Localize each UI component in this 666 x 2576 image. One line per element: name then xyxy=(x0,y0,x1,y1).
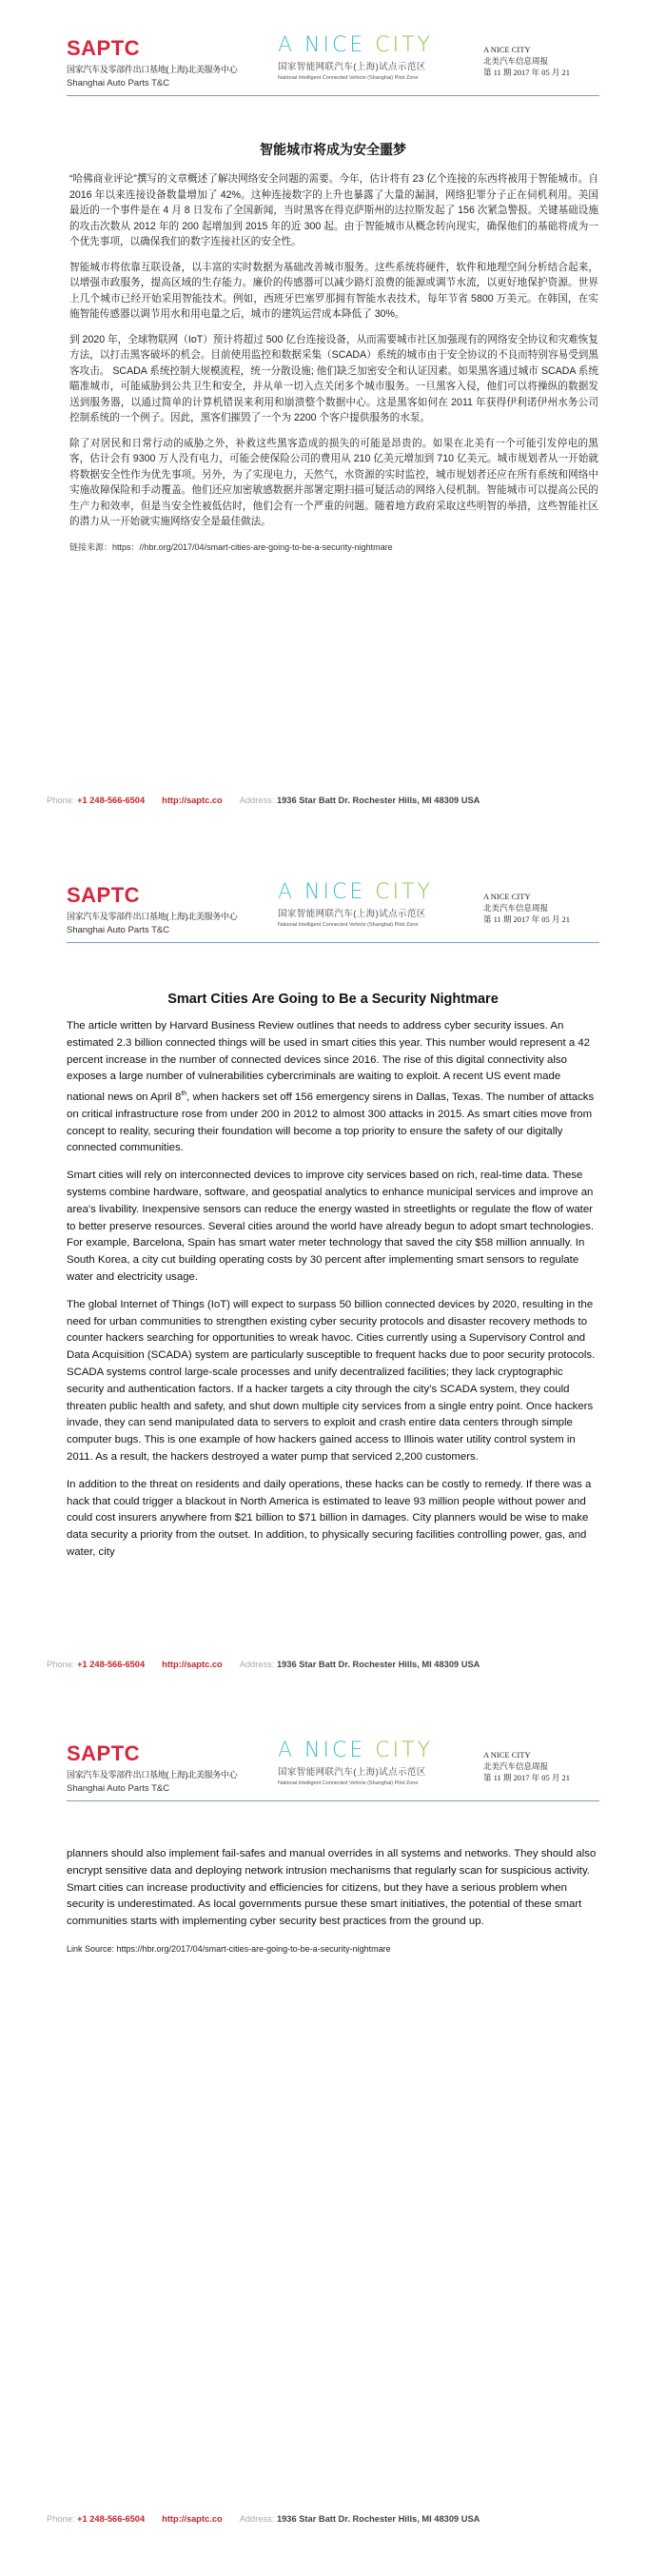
issue-publication: A NICE CITY xyxy=(483,892,531,901)
link-source-cn[interactable]: 链接来源：https：//hbr.org/2017/04/smart-cities-are-going-to-be-a-security-nightmare xyxy=(69,541,393,552)
nice-city-logo xyxy=(278,1740,478,1762)
issue-publication: A NICE CITY xyxy=(483,1750,531,1760)
saptc-chinese-name: 国家汽车及零部件出口基地(上海)北美服务中心 xyxy=(67,65,238,74)
phone-number[interactable]: +1 248-566-6504 xyxy=(77,796,146,805)
pilot-zone-english-name: National Intelligent Connected Vehicle (Shanghai) Pilot Zone xyxy=(278,922,419,928)
article-body-en xyxy=(67,1018,601,1572)
article-body-cn xyxy=(69,171,598,555)
issue-newsletter-name: 北美汽车信息周报 xyxy=(483,56,549,66)
website-link[interactable]: http://saptc.co xyxy=(162,1660,223,1669)
phone-label: Phone: xyxy=(47,2514,78,2524)
pilot-zone-chinese-name: 国家智能网联汽车(上海)试点示范区 xyxy=(278,909,426,919)
page-footer xyxy=(47,1660,617,1669)
saptc-branding xyxy=(67,38,266,88)
issue-number-date: 第 11 期 2017 年 05 月 21 xyxy=(483,914,571,924)
logo-a: A xyxy=(278,33,305,57)
pilot-zone-chinese-name: 国家智能网联汽车(上海)试点示范区 xyxy=(278,62,426,72)
saptc-chinese-name: 国家汽车及零部件出口基地(上海)北美服务中心 xyxy=(67,912,238,921)
pilot-zone-english-name: National Intelligent Connected Vehicle (Shanghai) Pilot Zone xyxy=(278,1780,419,1786)
saptc-english-name: Shanghai Auto Parts T&C xyxy=(67,78,170,88)
page-header xyxy=(67,1739,599,1801)
address-label: Address: xyxy=(239,796,277,805)
phone-number[interactable]: +1 248-566-6504 xyxy=(77,2514,146,2524)
page-footer xyxy=(47,2514,617,2524)
issue-publication: A NICE CITY xyxy=(483,45,531,54)
paragraph-en-1: The article written by Harvard Business Review outlines that needs to address cyber security issues. An estimated 2.3 billion connected things will be used in smart cities this year. This number would represent a 42 percent increase in the number of connected devices since 2016. The rise of this digital connectivity also exposes a large number of vulnerabilities cybercriminals are waiting to exploit. A recent US event made national news on April 8th, when hackers set off 156 emergency sirens in Dallas, Texas. The number of attacks on critical infrastructure rose from under 200 in 2012 to almost 300 attacks in 2015. As smart cities move from concept to reality, securing their foundation will become a top priority to ensure the safety of our digitally connected communities. xyxy=(67,1020,595,1154)
article-title-cn: 智能城市将成为安全噩梦 xyxy=(260,142,406,157)
logo-a: A xyxy=(278,880,305,904)
paragraph-cn-1: “哈佛商业评论”撰写的文章概述了解决网络安全问题的需要。今年，估计将有 23 亿个连接的东西将被用于智能城市。自 2016 年以来连接设备数量增加了 42%。这种连接数字的上升也暴露了大量的漏洞，网络犯罪分子正在伺机利用。美国最近的一个事件是在 4 月 8 日发布了全国新闻，当时黑客在得克萨斯州的达拉斯发起了 156 次紧急警报。关键基础设施的攻击次数从 2012 年的 200 起增加到 2015 年的近 300 起。由于智能城市从概念转向现实，确保他们的基础将成为一个优先事项，以确保我们的数字连接社区的安全性。 xyxy=(69,173,598,247)
issue-newsletter-name: 北美汽车信息周报 xyxy=(483,1761,549,1771)
page-footer xyxy=(47,796,617,805)
address: 1936 Star Batt Dr. Rochester Hills, MI 48309 USA xyxy=(276,1660,480,1669)
nice-city-branding xyxy=(278,34,478,81)
logo-city: CITY xyxy=(375,880,433,904)
saptc-english-name: Shanghai Auto Parts T&C xyxy=(67,1783,170,1794)
saptc-branding xyxy=(67,1743,266,1794)
issue-info xyxy=(483,44,601,78)
saptc-logo: SAPTC xyxy=(67,883,141,907)
issue-newsletter-name: 北美汽车信息周报 xyxy=(483,903,549,913)
paragraph-cn-2: 智能城市将依靠互联设备，以丰富的实时数据为基础改善城市服务。这些系统将硬件，软件和地理空间分析结合起来，以增强市政服务，提高区域的生存能力。廉价的传感器可以减少路灯浪费的能源或调节水流，以更好地保护资源。世界上几个城市已经开始采用智能技术。例如，西班牙巴塞罗那拥有智能水表技术，每年节省 5800 万美元。在韩国，在实施智能传感器以调节用水和用电量之后，城市的建筑运营成本降低了 30%。 xyxy=(69,261,598,320)
logo-city: CITY xyxy=(375,33,433,57)
pilot-zone-english-name: National Intelligent Connected Vehicle (Shanghai) Pilot Zone xyxy=(278,75,419,81)
page-2 xyxy=(0,856,666,1732)
logo-a: A xyxy=(278,1739,305,1762)
article-body-en-continued xyxy=(67,1846,601,1958)
issue-number-date: 第 11 期 2017 年 05 月 21 xyxy=(483,68,571,77)
logo-nice: NICE xyxy=(304,880,376,904)
saptc-logo: SAPTC xyxy=(67,36,141,60)
paragraph-en-2: Smart cities will rely on interconnected devices to improve city services based on rich, real-time data. These systems combine hardware, software, and geospatial analytics to enhance municipal services and improve an area’s livability. Inexpensive sensors can reduce the energy wasted in streetlights or regulate the flow of water to better preserve resources. Several cities around the world have already begun to adopt smart technologies. For example, Barcelona, Spain has smart water meter technology that saved the city $58 million annually. In South Korea, a city cut building operating costs by 30 percent after implementing smart sensors to regulate water and electricity usage. xyxy=(67,1170,595,1283)
paragraph-cn-3: 到 2020 年，全球物联网（IoT）预计将超过 500 亿台连接设备，从而需要城市社区加强现有的网络安全协议和灾难恢复方法，以打击黑客破坏的机会。目前使用监控和数据采集（SCADA）系统的城市由于安全协议的不良而特别容易受到黑客攻击。 SCADA 系统控制大规模流程，统一分散设施; 他们缺乏加密安全和认证因素。如果黑客通过城市 SCADA 系统瞄准城市，可能威胁到公共卫生和安全，并从单一切入点关闭多个城市服务。一旦黑客入侵，他们可以将操纵的数据发送到服务器，以通过简单的计算机错误来利用和崩溃整个数据中心。这是黑客如何在 2011 年获得伊利诺伊州水务公司控制系统的一个例子。因此，黑客们摧毁了一个为 2200 个客户提供服务的水泵。 xyxy=(69,333,598,423)
website-link[interactable]: http://saptc.co xyxy=(162,796,223,805)
nice-city-branding xyxy=(278,881,478,928)
page-header xyxy=(67,33,599,96)
page-1 xyxy=(0,0,666,856)
paragraph-en-4-part2: planners should also implement fail-safes and manual overrides in all systems and networks. They should also encrypt sensitive data and deploying network intrusion mechanisms that regularly scan for suspicious activity. Smart cities can increase productivity and efficiencies for citizens, but they have a serious problem when security is underestimated. As local governments pursue these smart initiatives, the potential of these smart communities starts with implementing cyber security best practices from the ground up. xyxy=(67,1848,597,1928)
paragraph-en-4-part1: In addition to the threat on residents and daily operations, these hacks can be costly to remedy. If there was a hack that could trigger a blackout in North America is estimated to leave 93 million people without power and could cost insurers anywhere from $21 billion to $71 billion in damages. City planners would be wise to make data security a priority from the outset. In addition, to physically securing facilities controlling power, gas, and water, city xyxy=(67,1478,592,1558)
logo-nice: NICE xyxy=(304,33,376,57)
logo-nice: NICE xyxy=(304,1739,376,1762)
nice-city-branding xyxy=(278,1740,478,1786)
phone-label: Phone: xyxy=(47,1660,78,1669)
address: 1936 Star Batt Dr. Rochester Hills, MI 48309 USA xyxy=(276,796,480,805)
saptc-chinese-name: 国家汽车及零部件出口基地(上海)北美服务中心 xyxy=(67,1770,238,1780)
issue-info xyxy=(483,891,601,925)
website-link[interactable]: http://saptc.co xyxy=(162,2514,223,2524)
nice-city-logo xyxy=(278,34,478,57)
issue-number-date: 第 11 期 2017 年 05 月 21 xyxy=(483,1773,571,1782)
issue-info xyxy=(483,1749,601,1783)
paragraph-en-3: The global Internet of Things (IoT) will expect to surpass 50 billion connected devices by 2020, resulting in the need for urban communities to strengthen existing cyber security protocols and disaster recovery methods to counter hackers searching for opportunities to wreak havoc. Cities currently using a Supervisory Control and Data Acquisition (SCADA) system are particularly susceptible to frequent hacks due to poor security protocols. SCADA systems control large-scale processes and unify decentralized facilities; they lack cryptographic security and authentication factors. If a hacker targets a city through the city’s SCADA system, they could threaten public health and safety, and shut down multiple city services from a single entry point. Once hackers invade, they can send manipulated data to servers to exploit and crash entire data centers through simple computer bugs. This is one example of how hackers gained access to Illinois water utility control system in 2011. As a result, the hackers destroyed a water pump that serviced 2,200 customers. xyxy=(67,1298,596,1463)
address: 1936 Star Batt Dr. Rochester Hills, MI 48309 USA xyxy=(276,2514,480,2524)
paragraph-cn-4: 除了对居民和日常行动的威胁之外，补救这些黑客造成的损失的可能是昂贵的。如果在北美有一个可能引发停电的黑客，估计会有 9300 万人没有电力，可能会使保险公司的费用从 210 亿美元增加到 710 亿美元。城市规划者从一开始就将数据安全性作为优先事项。另外，为了实现电力，天然气，水资源的实时监控，城市规划者还应在所有系统和网络中实施故障保险和手动覆盖。他们还应加密敏感数据并部署定期扫描可疑活动的网络入侵机制。智能城市可以提高公民的生产力和效率，但是当安全性被低估时，他们会有一个严重的问题。随着地方政府采取这些明智的举措，这些智能社区的潜力从一开始就实施网络安全是最佳做法。 xyxy=(69,437,598,527)
address-label: Address: xyxy=(239,1660,277,1669)
page-3 xyxy=(0,1732,666,2576)
nice-city-logo xyxy=(278,881,478,904)
address-label: Address: xyxy=(239,2514,277,2524)
logo-city: CITY xyxy=(375,1739,433,1762)
saptc-english-name: Shanghai Auto Parts T&C xyxy=(67,925,170,935)
page-header xyxy=(67,880,599,943)
link-source-en[interactable]: Link Source: https://hbr.org/2017/04/smart-cities-are-going-to-be-a-security-nightmare xyxy=(67,1943,391,1954)
phone-label: Phone: xyxy=(47,796,78,805)
saptc-logo: SAPTC xyxy=(67,1741,141,1765)
phone-number[interactable]: +1 248-566-6504 xyxy=(77,1660,146,1669)
saptc-branding xyxy=(67,885,266,935)
article-title-en: Smart Cities Are Going to Be a Security Nightmare xyxy=(167,992,499,1007)
pilot-zone-chinese-name: 国家智能网联汽车(上海)试点示范区 xyxy=(278,1767,426,1778)
